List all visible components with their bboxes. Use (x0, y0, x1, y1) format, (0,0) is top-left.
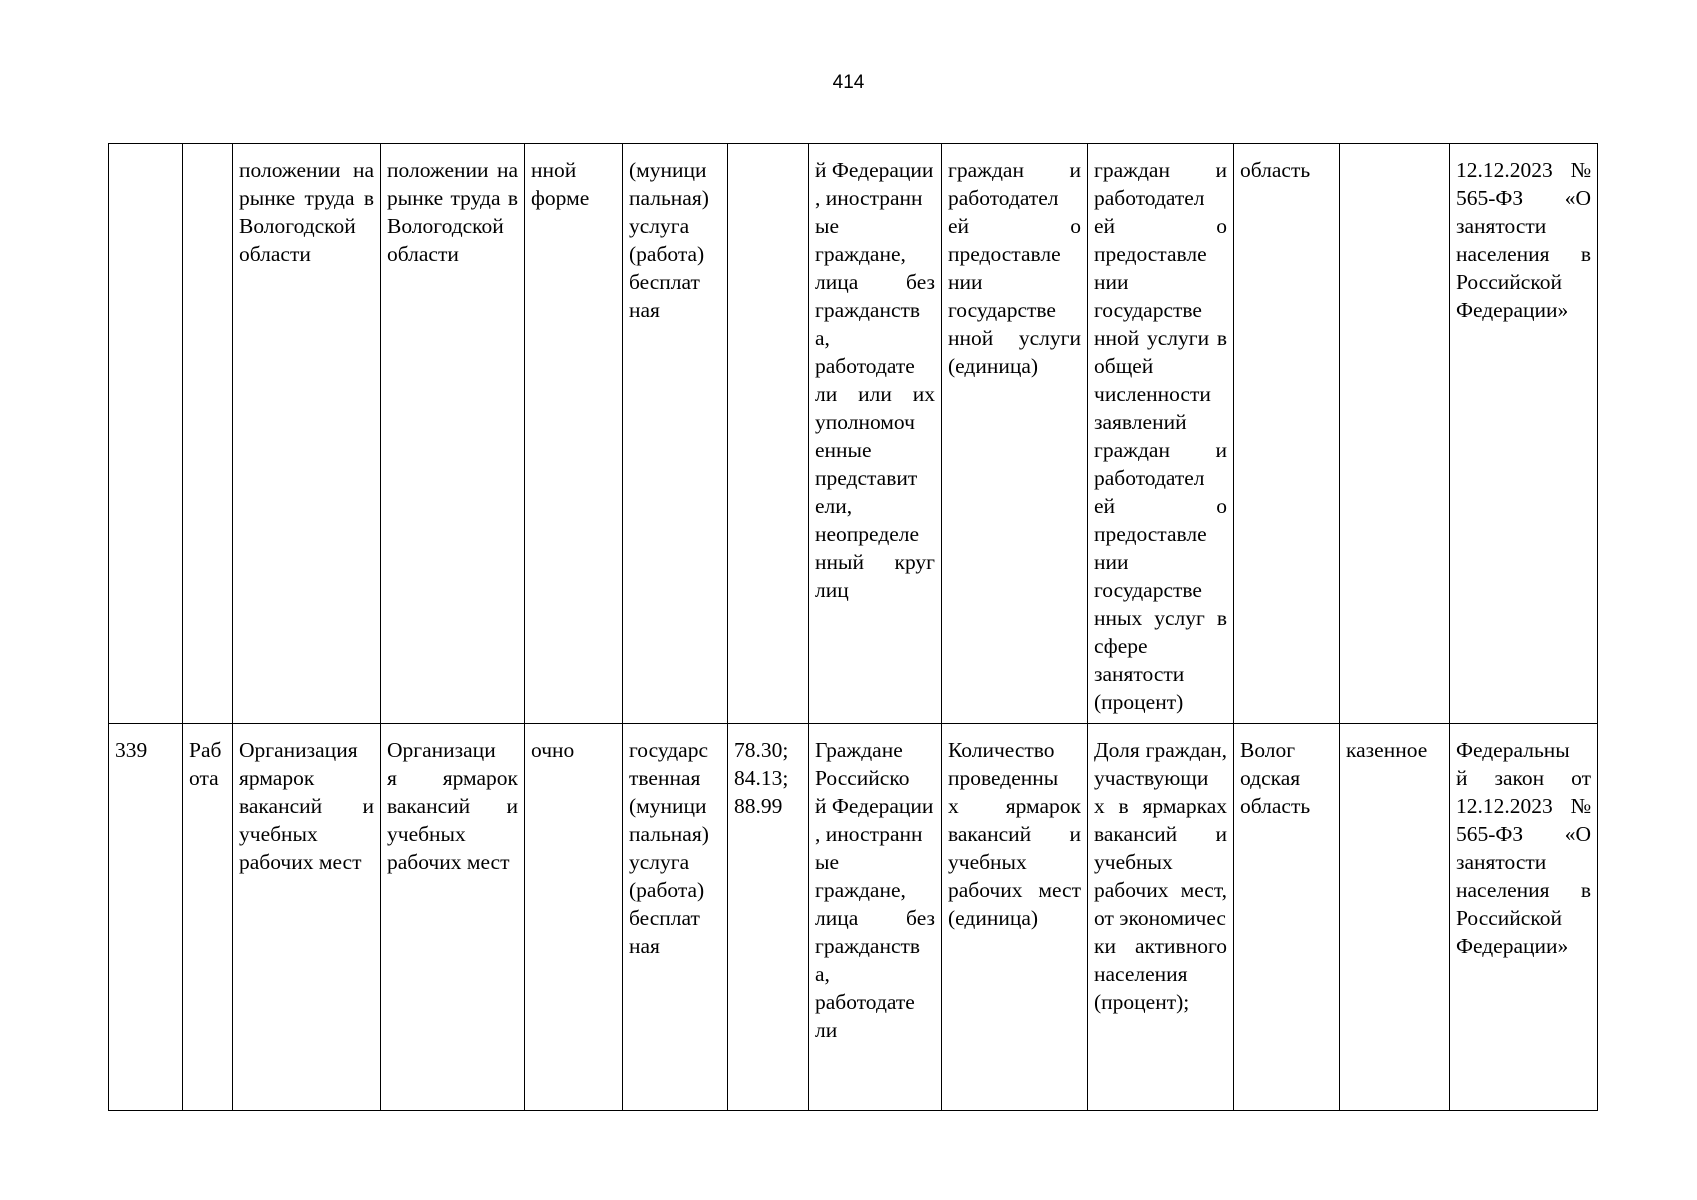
cell-volume-indicator: Количество проведенны х ярмарок вакансий и учебных рабочих мест (единица) (942, 724, 1088, 1111)
table-row (109, 144, 1598, 724)
cell-type: Раб ота (183, 724, 233, 1111)
cell-consumers: й Федерации , иностранн ые граждане, лица без гражданств а, работодате ли или их уполномоч енные представит ели, неопределе нный круг лиц (809, 144, 942, 724)
cell-service-kind: государс твенная (муници пальная) услуга (работа) бесплат ная (623, 724, 728, 1111)
cell-number: 339 (109, 724, 183, 1111)
cell-region: Волог одская область (1234, 724, 1340, 1111)
cell-quality-indicator: Доля граждан, участвующи х в ярмарках вакансий и учебных рабочих мест, от экономичес ки активного населения (процент); (1088, 724, 1234, 1111)
table-row (109, 724, 1598, 1111)
cell-institution-type: казенное (1340, 724, 1450, 1111)
cell-legal-basis: 12.12.2023 № 565-ФЗ «О занятости населения в Российской Федерации» (1450, 144, 1598, 724)
cell-service-name: Организация ярмарок вакансий и учебных рабочих мест (233, 724, 381, 1111)
cell-form: нной форме (525, 144, 623, 724)
cell-volume-indicator: граждан и работодател ей о предоставле нии государстве нной услуги (единица) (942, 144, 1088, 724)
page-number: 414 (832, 72, 865, 93)
registry-table (108, 143, 1598, 1111)
cell-service-content: Организаци я ярмарок вакансий и учебных рабочих мест (381, 724, 525, 1111)
cell-form: очно (525, 724, 623, 1111)
cell-service-content: положении на рынке труда в Вологодской области (381, 144, 525, 724)
cell-quality-indicator: граждан и работодател ей о предоставле нии государстве нной услуги в общей численности заявлений граждан и работодател ей о предоставле нии государстве нных услуг в сфере занятости (процент) (1088, 144, 1234, 724)
cell-type (183, 144, 233, 724)
cell-service-name: положении на рынке труда в Вологодской области (233, 144, 381, 724)
cell-okved-codes (728, 144, 809, 724)
cell-number (109, 144, 183, 724)
cell-legal-basis: Федеральны й закон от 12.12.2023 № 565-ФЗ «О занятости населения в Российской Федерации» (1450, 724, 1598, 1111)
cell-institution-type (1340, 144, 1450, 724)
cell-okved-codes: 78.30; 84.13; 88.99 (728, 724, 809, 1111)
cell-region: область (1234, 144, 1340, 724)
cell-service-kind: (муници пальная) услуга (работа) бесплат ная (623, 144, 728, 724)
cell-consumers: Граждане Российско й Федерации , иностранн ые граждане, лица без гражданств а, работодате ли (809, 724, 942, 1111)
